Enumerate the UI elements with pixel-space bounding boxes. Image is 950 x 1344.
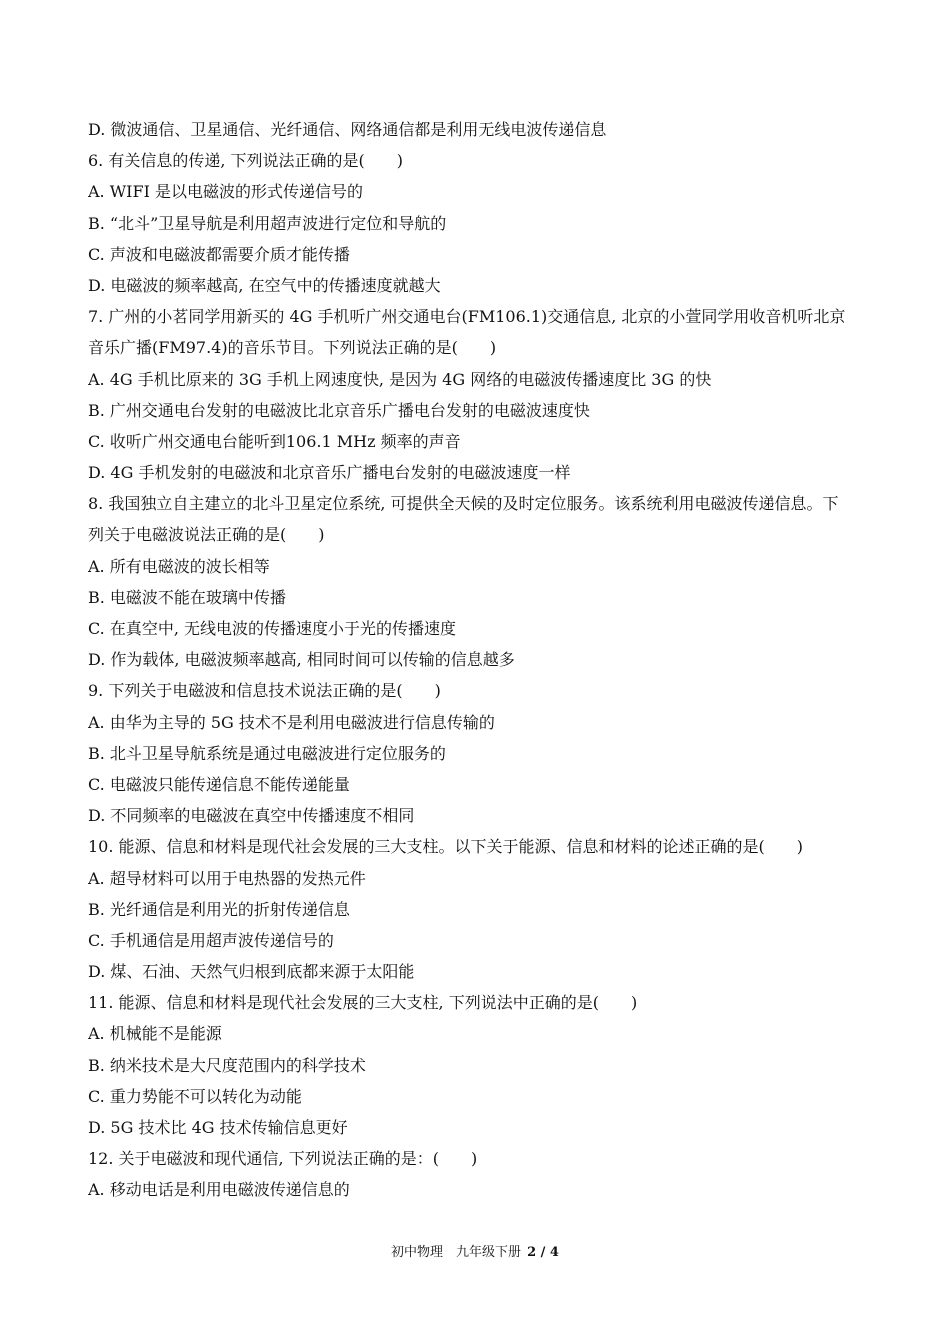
option-line: D. 作为载体, 电磁波频率越高, 相同时间可以传输的信息越多 bbox=[88, 650, 515, 670]
option-line: C. 声波和电磁波都需要介质才能传播 bbox=[88, 244, 350, 264]
option-line: D. 5G 技术比 4G 技术传输信息更好 bbox=[88, 1118, 348, 1137]
question-7-stem: 7. 广州的小茗同学用新买的 4G 手机听广州交通电台(FM106.1)交通信息, 北京的小萱同学用收音机听北京 bbox=[88, 307, 846, 327]
option-line: A. WIFI 是以电磁波的形式传递信号的 bbox=[88, 182, 364, 202]
option-line: B. 纳米技术是大尺度范围内的科学技术 bbox=[88, 1055, 366, 1075]
option-line: A. 所有电磁波的波长相等 bbox=[88, 556, 270, 576]
question-11-stem: 11. 能源、信息和材料是现代社会发展的三大支柱, 下列说法中正确的是( ) bbox=[88, 993, 638, 1013]
question-8-stem: 8. 我国独立自主建立的北斗卫星定位系统, 可提供全天候的及时定位服务。该系统利用电磁波传递信息。下 bbox=[88, 494, 839, 514]
question-12-stem: 12. 关于电磁波和现代通信, 下列说法正确的是：( ) bbox=[88, 1149, 478, 1169]
option-line: C. 收听广州交通电台能听到106.1 MHz 频率的声音 bbox=[88, 431, 461, 451]
question-text-block bbox=[88, 114, 868, 1206]
question-7-stem-cont: 音乐广播(FM97.4)的音乐节目。下列说法正确的是( ) bbox=[88, 338, 497, 358]
question-9-stem: 9. 下列关于电磁波和信息技术说法正确的是( ) bbox=[88, 681, 441, 701]
page-footer bbox=[0, 1244, 950, 1262]
question-6-stem: 6. 有关信息的传递, 下列说法正确的是( ) bbox=[88, 151, 404, 171]
option-line: D. 4G 手机发射的电磁波和北京音乐广播电台发射的电磁波速度一样 bbox=[88, 463, 571, 483]
option-line: B. 广州交通电台发射的电磁波比北京音乐广播电台发射的电磁波速度快 bbox=[88, 400, 590, 420]
question-10-stem: 10. 能源、信息和材料是现代社会发展的三大支柱。以下关于能源、信息和材料的论述正确的是( ) bbox=[88, 837, 804, 857]
option-line: A. 超导材料可以用于电热器的发热元件 bbox=[88, 868, 366, 888]
option-line: D. 煤、石油、天然气归根到底都来源于太阳能 bbox=[88, 962, 415, 982]
option-line: D. 不同频率的电磁波在真空中传播速度不相同 bbox=[88, 806, 415, 826]
option-line: A. 移动电话是利用电磁波传递信息的 bbox=[88, 1180, 350, 1200]
option-line: D. 电磁波的频率越高, 在空气中的传播速度就越大 bbox=[88, 275, 441, 295]
option-line: A. 由华为主导的 5G 技术不是利用电磁波进行信息传输的 bbox=[88, 712, 495, 732]
option-line: C. 重力势能不可以转化为动能 bbox=[88, 1086, 302, 1106]
footer-subject: 初中物理 九年级下册 bbox=[391, 1245, 522, 1260]
option-line: B. 电磁波不能在玻璃中传播 bbox=[88, 587, 286, 607]
option-line: B. 光纤通信是利用光的折射传递信息 bbox=[88, 899, 350, 919]
option-line: A. 机械能不是能源 bbox=[88, 1024, 222, 1044]
page-number: 2 / 4 bbox=[527, 1245, 559, 1260]
text-line: D. 微波通信、卫星通信、光纤通信、网络通信都是利用无线电波传递信息 bbox=[88, 120, 607, 139]
option-line: C. 电磁波只能传递信息不能传递能量 bbox=[88, 774, 350, 794]
option-line: A. 4G 手机比原来的 3G 手机上网速度快, 是因为 4G 网络的电磁波传播速度比 3G 的快 bbox=[88, 369, 712, 389]
option-line: C. 手机通信是用超声波传递信号的 bbox=[88, 930, 334, 950]
option-line: B. 北斗卫星导航系统是通过电磁波进行定位服务的 bbox=[88, 743, 446, 763]
option-line: B. “北斗”卫星导航是利用超声波进行定位和导航的 bbox=[88, 213, 447, 233]
question-8-stem-cont: 列关于电磁波说法正确的是( ) bbox=[88, 525, 325, 545]
option-line: C. 在真空中, 无线电波的传播速度小于光的传播速度 bbox=[88, 619, 457, 638]
